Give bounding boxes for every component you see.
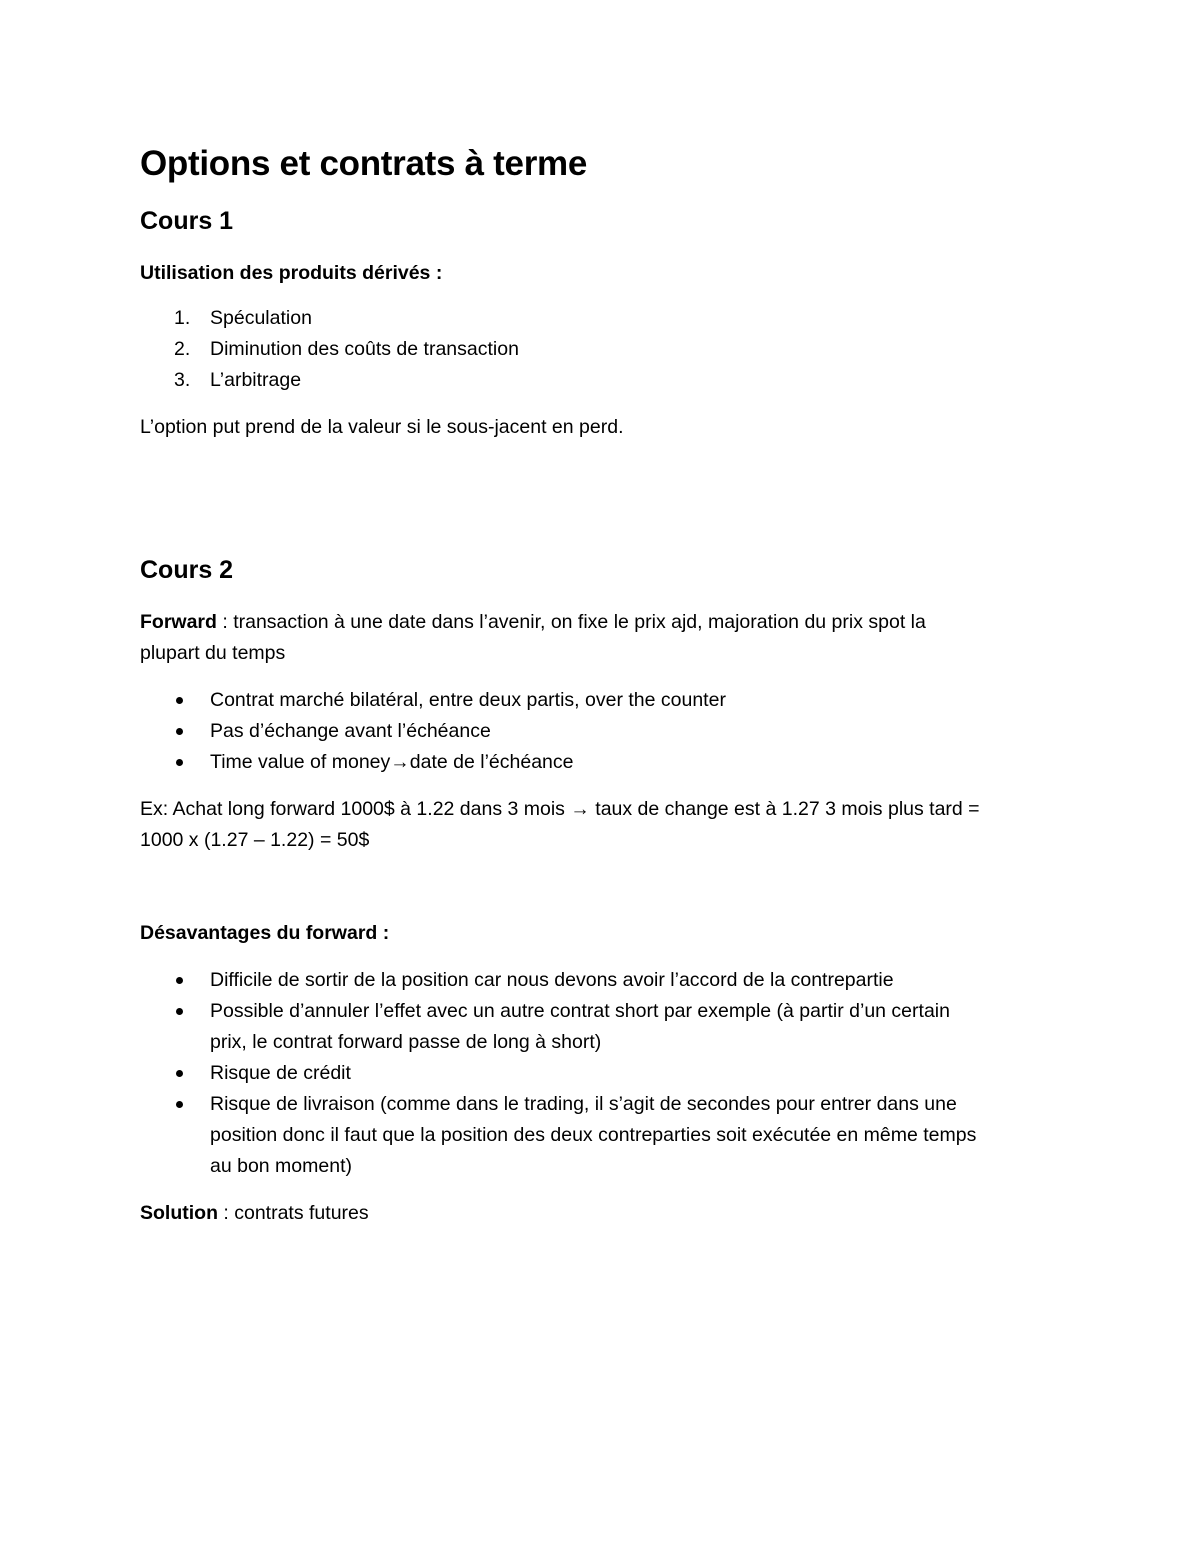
document-title: Options et contrats à terme	[140, 144, 588, 183]
bullet-icon	[176, 977, 183, 984]
cours1-heading: Cours 1	[140, 207, 234, 235]
list-number: 3.	[174, 369, 191, 391]
solution-line	[140, 1198, 1070, 1229]
list-item-text: date de l’échéance	[409, 751, 574, 773]
disadvantages-list	[140, 965, 1070, 1182]
cours2-heading: Cours 2	[140, 556, 234, 584]
list-number: 2.	[174, 338, 191, 360]
cours1-list	[140, 303, 1070, 396]
list-item	[140, 747, 1070, 778]
list-item	[140, 365, 1070, 396]
list-item-text: Difficile de sortir de la position car nous devons avoir l’accord de la contrepartie	[210, 969, 894, 991]
list-item-text: Possible d’annuler l’effet avec un autre contrat short par exemple (à partir d’un certain	[210, 1000, 950, 1022]
forward-text-line2: plupart du temps	[140, 642, 286, 664]
list-item	[140, 1089, 1070, 1182]
forward-bullets	[140, 685, 1070, 778]
example-text: taux de change est à 1.27 3 mois plus tard =	[589, 798, 980, 820]
disadvantages-heading: Désavantages du forward :	[140, 922, 390, 944]
list-item-text: Diminution des coûts de transaction	[210, 338, 519, 360]
list-item	[140, 996, 1070, 1058]
list-item-text: Risque de livraison (comme dans le trading, il s’agit de secondes pour entrer dans une	[210, 1093, 957, 1115]
forward-text-line1: : transaction à une date dans l’avenir, on fixe le prix ajd, majoration du prix spot la	[216, 611, 926, 633]
cours1-subheading: Utilisation des produits dérivés :	[140, 262, 443, 284]
list-item-text: L’arbitrage	[210, 369, 302, 391]
list-item	[140, 334, 1070, 365]
forward-example	[140, 794, 1070, 856]
arrow-right-icon: →	[570, 798, 590, 820]
bullet-icon	[176, 697, 183, 704]
list-item	[140, 716, 1070, 747]
list-item-text: position donc il faut que la position des deux contreparties soit exécutée en même temps	[210, 1124, 977, 1146]
cours1-note: L’option put prend de la valeur si le sous-jacent en perd.	[140, 416, 624, 438]
list-item-text: Time value of money	[210, 751, 391, 773]
arrow-right-icon: →	[390, 751, 410, 773]
list-number: 1.	[174, 307, 191, 329]
forward-definition	[140, 607, 1070, 669]
solution-text: : contrats futures	[217, 1202, 369, 1224]
list-item	[140, 965, 1070, 996]
example-text: Ex: Achat long forward 1000$ à 1.22 dans 3 mois	[140, 798, 571, 820]
list-item	[140, 303, 1070, 334]
bullet-icon	[176, 1101, 183, 1108]
bullet-icon	[176, 1008, 183, 1015]
list-item-text: Risque de crédit	[210, 1062, 351, 1084]
list-item	[140, 1058, 1070, 1089]
example-text: 1000 x (1.27 – 1.22) = 50$	[140, 829, 370, 851]
list-item-text: Contrat marché bilatéral, entre deux partis, over the counter	[210, 689, 726, 711]
list-item-text: au bon moment)	[210, 1155, 352, 1177]
list-item-text: prix, le contrat forward passe de long à short)	[210, 1031, 602, 1053]
list-item	[140, 685, 1070, 716]
forward-label: Forward	[140, 611, 217, 633]
bullet-icon	[176, 759, 183, 766]
solution-label: Solution	[140, 1202, 218, 1224]
bullet-icon	[176, 728, 183, 735]
list-item-text: Spéculation	[210, 307, 312, 329]
document-page	[140, 140, 1070, 1229]
bullet-icon	[176, 1070, 183, 1077]
list-item-text: Pas d’échange avant l’échéance	[210, 720, 491, 742]
